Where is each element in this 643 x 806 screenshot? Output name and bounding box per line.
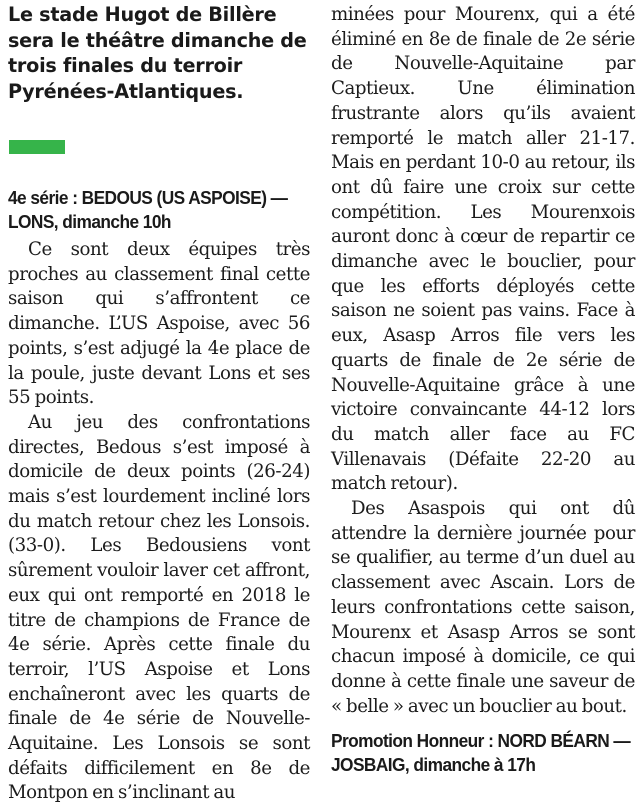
right-column-body bbox=[331, 3, 635, 719]
left-column-body bbox=[8, 238, 310, 806]
paragraph: Au jeu des confrontations directes, Bedous s’est imposé à domicile de deux points (26-24) mais s’est lourdement incliné lors du match retour chez les Lonsois. (33-0). Les Bedousiens vont sûrement vouloir laver cet affront, eux qui ont remporté en 2018 le titre de champions de France de 4e série. Après cette finale du terroir, l’US Aspoise et Lons enchaîneront avec les quarts de finale de 4e série de Nouvelle-Aquitaine. Les Lonsois se sont défaits difficilement en 8e de Montpon en s’inclinant au bbox=[8, 411, 310, 804]
paragraph: Des Asaspois qui ont dû attendre la dernière journée pour se qualifier, au terme d’un duel au classement avec Ascain. Lors de leurs confrontations cette saison, Mourenx et Asasp Arros se sont chacun imposé à domicile, ce qui donne à cette finale une saveur de « belle » avec un bouclier au bout. bbox=[331, 498, 635, 717]
section-accent-bar bbox=[9, 140, 65, 154]
intro-lede: Le stade Hugot de Billère sera le théâtre dimanche de trois finales du terroir Pyrénées-Atlantiques. bbox=[8, 3, 307, 103]
paragraph: minées pour Mourenx, qui a été éliminé en 8e de finale de 2e série de Nouvelle-Aquitaine par Captieux. Une élimination frustrante alors qu’ils avaient remporté le match aller 21-17. Mais en perdant 10-0 au retour, ils ont dû faire une croix sur cette compétition. Les Mourenxois auront donc à cœur de repartir ce dimanche avec le bouclier, pour que les efforts déployés cette saison ne soient pas vains. Face à eux, Asasp Arros file vers les quarts de finale de 2e série de Nouvelle-Aquitaine grâce à une victoire convaincante 44-12 lors du match aller face au FC Villenavais (Défaite 22-20 au match retour). bbox=[331, 4, 635, 495]
paragraph: Ce sont deux équipes très proches au classement final cette saison qui s’affrontent ce dimanche. L’US Aspoise, avec 56 points, s’est adjugé la 4e place de la poule, juste devant Lons et ses 55 points. bbox=[8, 239, 310, 409]
section-heading-promotion-honneur: Promotion Honneur : NORD BÉARN — JOSBAIG, dimanche à 17h bbox=[331, 730, 631, 775]
section-heading-4e-serie: 4e série : BEDOUS (US ASPOISE) — LONS, dimanche 10h bbox=[8, 187, 288, 232]
